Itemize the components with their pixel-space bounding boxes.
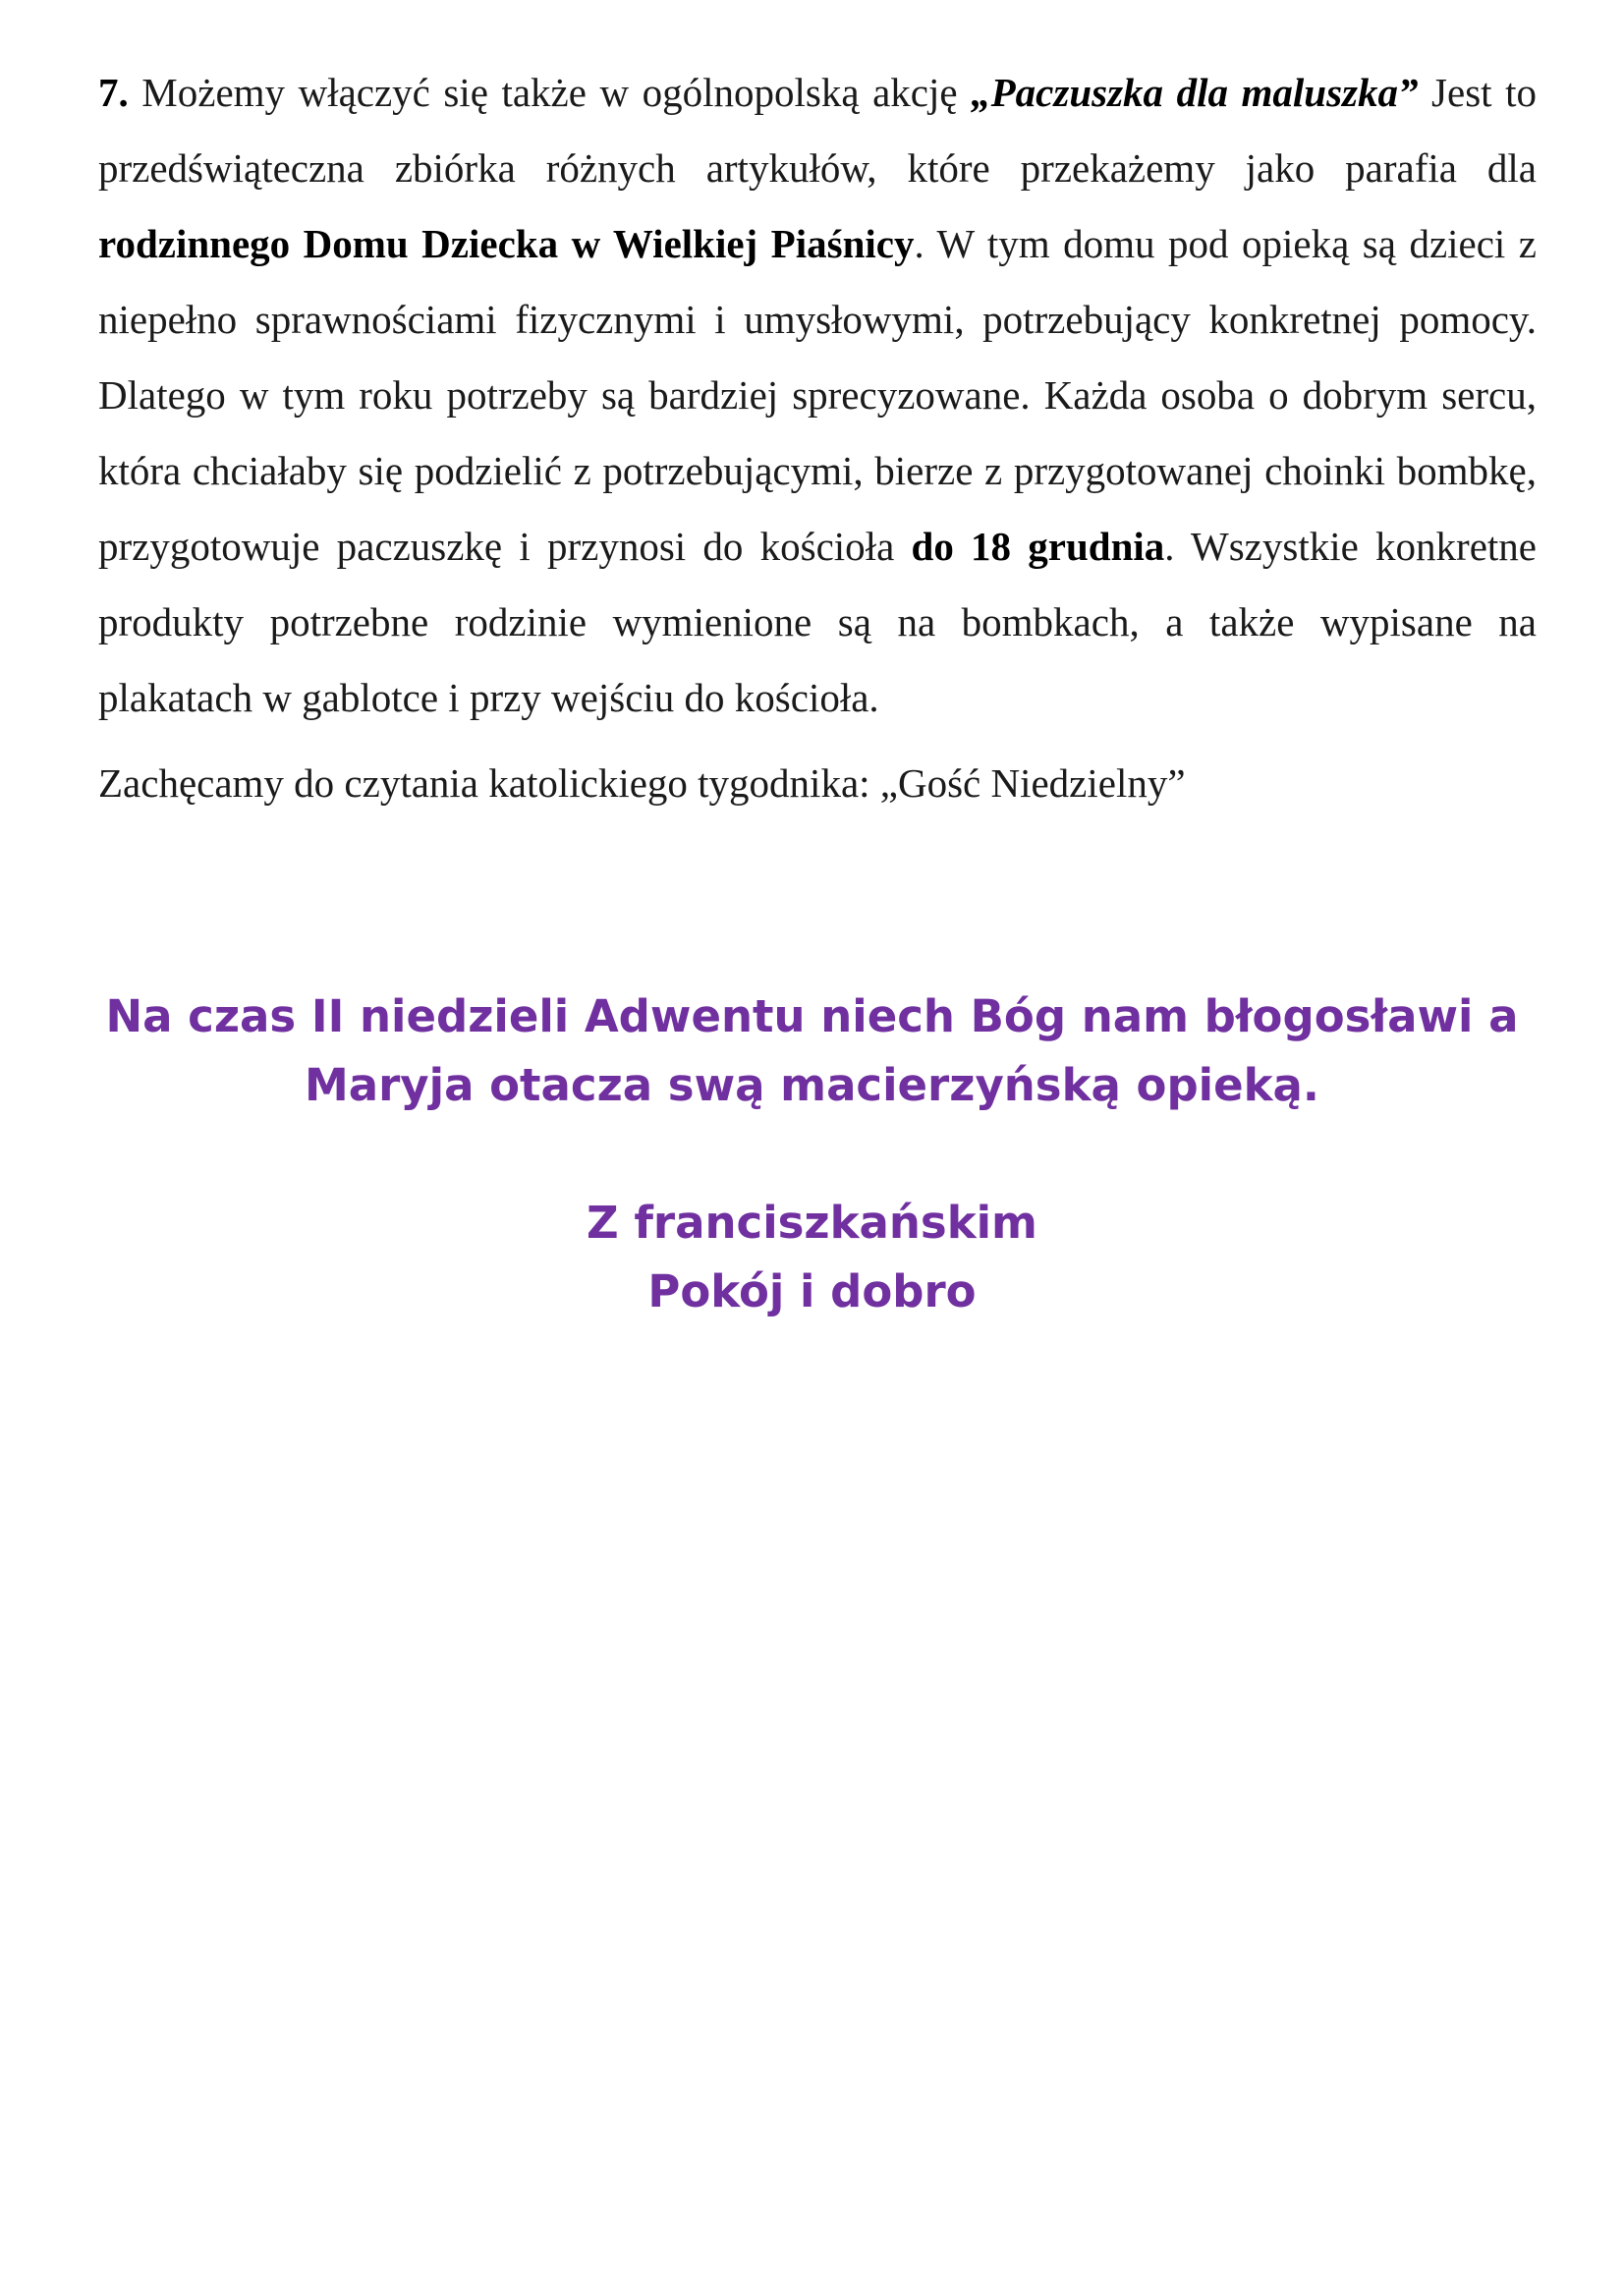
children-home-name: rodzinnego Domu Dziecka w Wielkiej Piaśnicy bbox=[98, 221, 915, 266]
paragraph-text-4: . Wszystkie konkretne produkty potrzebne rodzinie wymienione są na bombkach, a także wypisane na plakatach w gablotce i przy wejściu do kościoła. bbox=[98, 524, 1537, 720]
announcement-content bbox=[98, 55, 1537, 811]
deadline-date: do 18 grudnia bbox=[911, 524, 1165, 569]
blessing-line-2: Maryja otacza swą macierzyńską opieką. bbox=[304, 1059, 1320, 1111]
action-name: „Paczuszka dla maluszka” bbox=[971, 70, 1419, 115]
announcement-paragraph-7 bbox=[98, 55, 1537, 736]
magazine-note: Zachęcamy do czytania katolickiego tygodnika: „Gość Niedzielny” bbox=[98, 760, 1186, 806]
signature-line-1: Z franciszkańskim bbox=[587, 1197, 1037, 1249]
paragraph-text-1: Możemy włączyć się także w ogólnopolską akcję bbox=[128, 70, 972, 115]
paragraph-text-2: Jest to przedświąteczna zbiórka różnych artykułów, które przekażemy jako parafia dla bbox=[98, 70, 1537, 191]
franciscan-signature bbox=[0, 1189, 1624, 1326]
paragraph-text-3: . W tym domu pod opieką są dzieci z niepełno sprawnościami fizycznymi i umysłowymi, potrzebujący konkretnej pomocy. Dlatego w tym roku potrzeby są bardziej sprecyzowane. Każda osoba o dobrym sercu, która chciałaby się podzielić z potrzebującymi, bierze z przygotowanej choinki bombkę, przygotowuje paczuszkę i przynosi do kościoła bbox=[98, 221, 1537, 569]
item-number: 7. bbox=[98, 70, 129, 115]
advent-blessing bbox=[0, 982, 1624, 1120]
blessing-line-1: Na czas II niedzieli Adwentu niech Bóg nam błogosławi a bbox=[105, 990, 1519, 1042]
signature-line-2: Pokój i dobro bbox=[647, 1265, 977, 1317]
